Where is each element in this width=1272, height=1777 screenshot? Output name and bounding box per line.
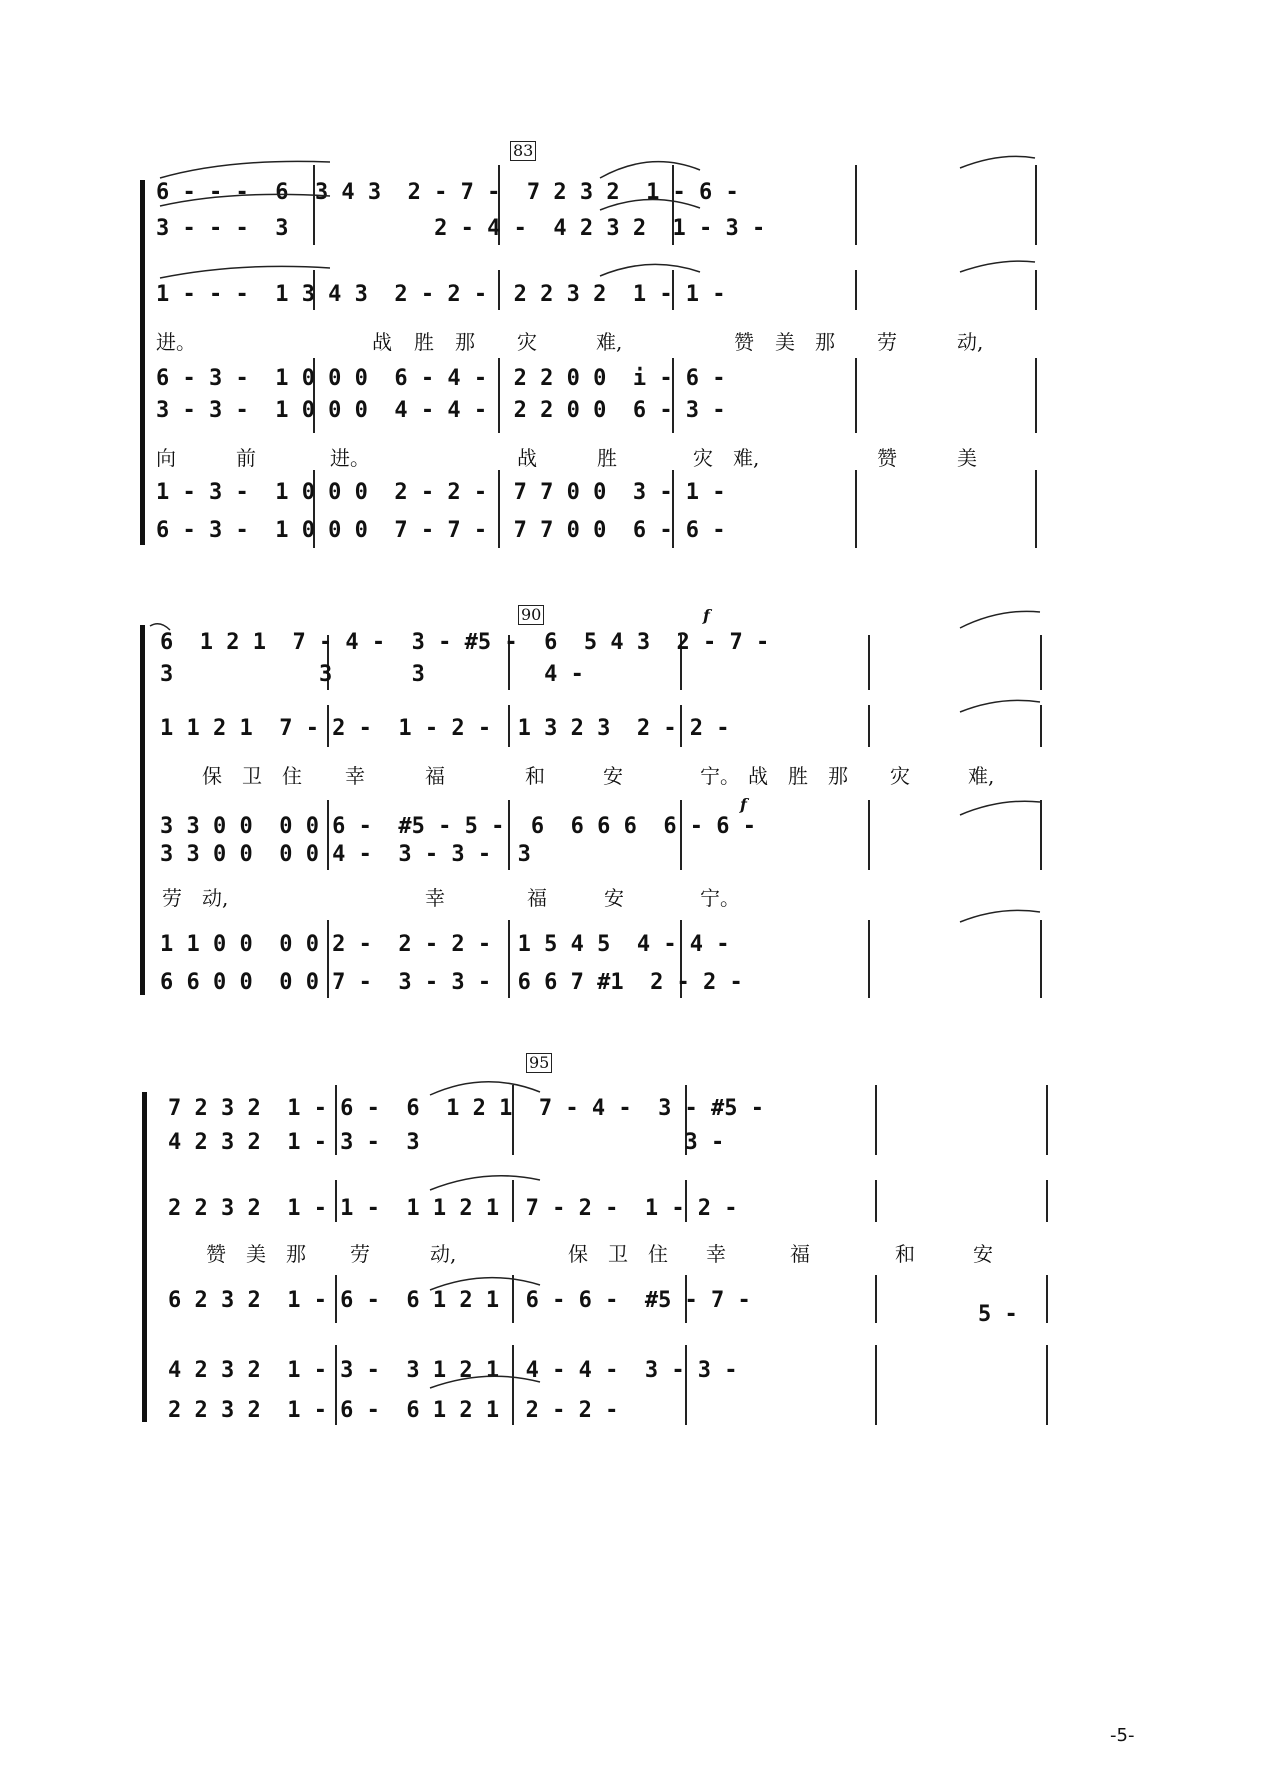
staff-bass-1: 1 - 3 - 1 0 0 0 2 - 2 - 7 7 0 0 3 - 1 -	[156, 480, 726, 505]
dynamic-marking: f	[703, 606, 710, 625]
staff-tenor-1: 3 3 0 0 0 0 6 - #5 - 5 - 6 6 6 6 6 - 6 -	[160, 814, 757, 839]
lyric: 和	[525, 764, 545, 788]
lyric: 进。	[156, 330, 196, 354]
lyric: 进。	[330, 446, 370, 470]
staff-bass-2: 6 6 0 0 0 0 7 - 3 - 3 - 6 6 7 #1 2 - 2 -	[160, 970, 743, 995]
lyric: 安	[604, 886, 624, 910]
lyric: 那	[455, 330, 475, 354]
lyric: 胜	[788, 764, 808, 788]
lyric: 福	[425, 764, 445, 788]
lyric: 住	[648, 1242, 668, 1266]
staff-tenor-1: 6 2 3 2 1 - 6 - 6 1 2 1 6 - 6 - #5 - 7 -	[168, 1288, 751, 1313]
lyric: 那	[286, 1242, 306, 1266]
lyric: 幸	[345, 764, 365, 788]
slur	[600, 264, 700, 276]
lyric: 胜	[597, 446, 617, 470]
page-number: -5-	[1110, 1725, 1135, 1746]
lyric: 幸	[425, 886, 445, 910]
staff-soprano-1: 6 1 2 1 7 - 4 - 3 - #5 - 6 5 4 3 2 - 7 -	[160, 630, 770, 655]
rehearsal-mark-90: 90	[518, 605, 544, 625]
slur	[960, 611, 1040, 628]
lyric: 灾	[890, 764, 910, 788]
lyric: 美	[246, 1242, 266, 1266]
slur	[600, 199, 700, 210]
slur	[600, 162, 700, 178]
lyric: 那	[828, 764, 848, 788]
staff-soprano-2: 4 2 3 2 1 - 3 - 3 3 -	[168, 1130, 725, 1155]
slur	[960, 801, 1040, 815]
lyric: 战	[748, 764, 768, 788]
lyric: 动,	[957, 330, 984, 354]
lyric: 宁。	[700, 886, 740, 910]
slur	[160, 266, 330, 278]
lyric: 动,	[430, 1242, 457, 1266]
staff-alto: 1 1 2 1 7 - 2 - 1 - 2 - 1 3 2 3 2 - 2 -	[160, 716, 730, 741]
lyric: 卫	[242, 764, 262, 788]
lyric: 劳	[162, 886, 182, 910]
lyric: 劳	[877, 330, 897, 354]
lyric: 美	[775, 330, 795, 354]
lyric: 美	[957, 446, 977, 470]
slur	[150, 624, 170, 630]
staff-bass-2: 2 2 3 2 1 - 6 - 6 1 2 1 2 - 2 -	[168, 1398, 619, 1423]
staff-bass-2: 6 - 3 - 1 0 0 0 7 - 7 - 7 7 0 0 6 - 6 -	[156, 518, 726, 543]
lyric: 难,	[733, 446, 760, 470]
staff-tenor-2: 3 3 0 0 0 0 4 - 3 - 3 - 3	[160, 842, 531, 867]
lyric: 宁。	[700, 764, 740, 788]
slur	[430, 1376, 540, 1388]
lyric: 赞	[206, 1242, 226, 1266]
lyric: 福	[790, 1242, 810, 1266]
slur	[960, 156, 1035, 168]
slur	[430, 1278, 540, 1290]
lyric: 向	[156, 446, 176, 470]
lyric: 幸	[706, 1242, 726, 1266]
lyric: 那	[815, 330, 835, 354]
lyric: 战	[517, 446, 537, 470]
lyric: 灾	[517, 330, 537, 354]
lyric: 保	[568, 1242, 588, 1266]
lyric: 安	[973, 1242, 993, 1266]
slur	[960, 700, 1040, 712]
dynamic-marking: f	[740, 795, 747, 814]
rehearsal-mark-83: 83	[510, 141, 536, 161]
lyric: 卫	[608, 1242, 628, 1266]
lyric: 福	[527, 886, 547, 910]
lyric: 安	[603, 764, 623, 788]
slur	[160, 194, 330, 206]
slur	[960, 261, 1035, 272]
staff-soprano-2: 3 - - - 3 2 - 4 - 4 2 3 2 1 - 3 -	[156, 216, 766, 241]
staff-tenor-2: 3 - 3 - 1 0 0 0 4 - 4 - 2 2 0 0 6 - 3 -	[156, 398, 726, 423]
staff-alto: 2 2 3 2 1 - 1 - 1 1 2 1 7 - 2 - 1 - 2 -	[168, 1196, 738, 1221]
lyric: 难,	[596, 330, 623, 354]
lyric: 赞	[877, 446, 897, 470]
slur	[430, 1176, 540, 1190]
staff-soprano-1: 6 - - - 6 3 4 3 2 - 7 - 7 2 3 2 1 - 6 -	[156, 180, 739, 205]
lyric: 前	[236, 446, 256, 470]
staff-soprano-2: 3 3 3 4 -	[160, 662, 584, 687]
lyric: 动,	[202, 886, 229, 910]
staff-bass-1: 1 1 0 0 0 0 2 - 2 - 2 - 1 5 4 5 4 - 4 -	[160, 932, 730, 957]
lyric: 住	[282, 764, 302, 788]
staff-alto: 1 - - - 1 3 4 3 2 - 2 - 2 2 3 2 1 - 1 -	[156, 282, 726, 307]
staff-tenor-1: 6 - 3 - 1 0 0 0 6 - 4 - 2 2 0 0 i - 6 -	[156, 366, 726, 391]
lyric: 劳	[350, 1242, 370, 1266]
lyric: 战	[372, 330, 392, 354]
slur	[430, 1082, 540, 1095]
rehearsal-mark-95: 95	[526, 1053, 552, 1073]
slur	[160, 161, 330, 178]
slur	[960, 910, 1040, 922]
lyric: 保	[202, 764, 222, 788]
staff-bass-1: 4 2 3 2 1 - 3 - 3 1 2 1 4 - 4 - 3 - 3 -	[168, 1358, 738, 1383]
lyric: 灾	[693, 446, 713, 470]
lyric: 和	[895, 1242, 915, 1266]
lyric: 难,	[968, 764, 995, 788]
lyric: 赞	[734, 330, 754, 354]
lyric: 胜	[414, 330, 434, 354]
staff-tenor-1b: 5 -	[978, 1302, 1018, 1327]
staff-soprano-1: 7 2 3 2 1 - 6 - 6 1 2 1 7 - 4 - 3 - #5 -	[168, 1096, 765, 1121]
